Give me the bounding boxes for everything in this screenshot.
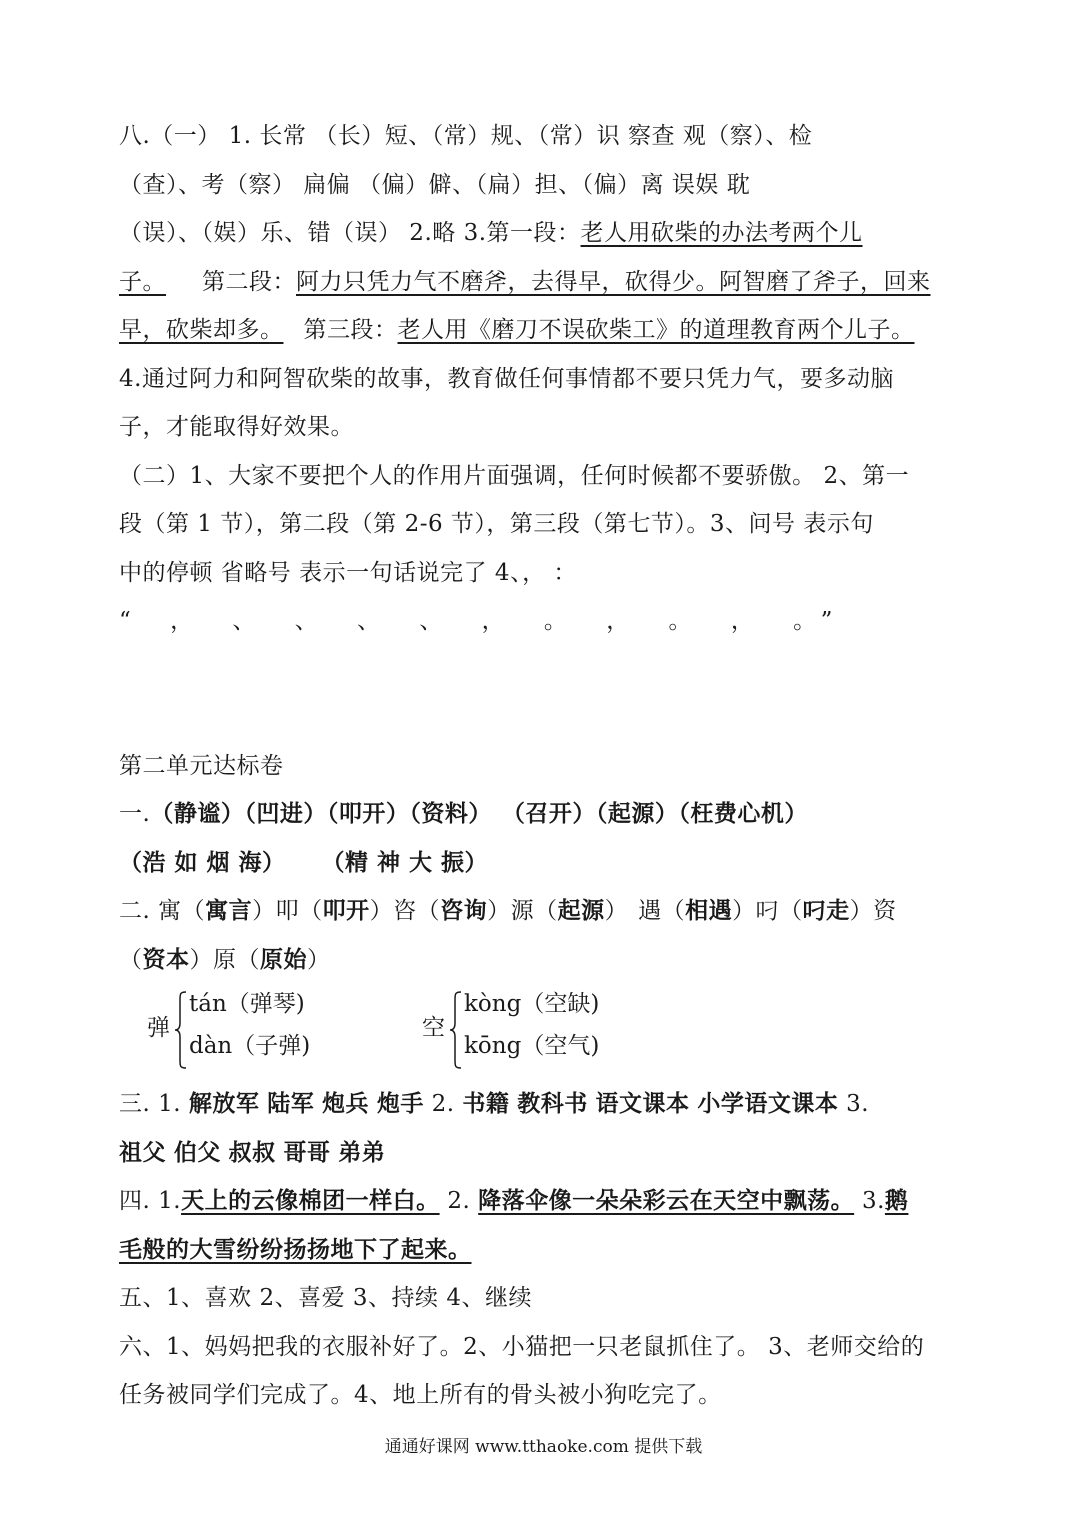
q1-word: （精 神 大 振）: [321, 848, 489, 876]
q2-line1: [119, 887, 971, 936]
q2-char: 遇（: [638, 898, 686, 924]
q2-char: 源（: [510, 898, 558, 924]
paragraph1-summary-end: 子。: [119, 268, 166, 295]
q2-word: 相遇: [685, 897, 733, 924]
q5-line: 五、1、喜欢 2、喜爱 3、持续 4、继续: [119, 1285, 532, 1311]
q2-word: 起源: [557, 897, 605, 924]
paragraph3-label: 第三段：: [303, 317, 398, 343]
q4-sentence: 鹅: [884, 1187, 909, 1214]
q2-paren: ）: [487, 898, 511, 924]
q3-line2: [119, 1129, 971, 1178]
q1-word: （枉费心机）: [678, 800, 808, 827]
q1-word: （浩 如 烟 海）: [119, 848, 286, 876]
q3-word: 小学语文课本: [697, 1090, 839, 1117]
q1-line2: [119, 839, 971, 888]
q1-line1: [119, 790, 971, 839]
q2-paren: ）: [252, 898, 276, 924]
q2-word: 寓言: [205, 897, 253, 924]
q4-sentence: 天上的云像棉团一样白。: [181, 1187, 440, 1214]
brace-icon: [174, 990, 188, 1070]
reading-1: kòng（空缺): [464, 991, 600, 1017]
part8-line5: [119, 306, 971, 355]
part8-line6: 4.通过阿力和阿智砍柴的故事，教育做任何事情都不要只凭力气，要多动脑: [119, 365, 894, 392]
part8-line2: （查）、考（察） 扁偏 （偏）僻、（扁）担、（偏）离 误娱 耽: [119, 171, 751, 198]
q2-paren: ）: [604, 898, 629, 924]
paragraph3-summary: 老人用《磨刀不误砍柴工》的道理教育两个儿子。: [397, 317, 915, 343]
q1-word: （凹进）: [244, 800, 327, 827]
q2-paren: ）: [369, 898, 394, 924]
q1-word: （静谧）: [150, 800, 245, 827]
q2-char: 二. 寓（: [119, 898, 206, 924]
brace-icon: [449, 990, 463, 1070]
q1-prefix: 一.: [119, 801, 151, 827]
q2-paren: ）: [307, 946, 331, 973]
part8-2-line1: （二）1、大家不要把个人的作用片面强调，任何时候都不要骄傲。 2、第一: [119, 462, 910, 489]
part8-line1: 八.（一） 1. 长常 （长）短、（常）规、（常）识 察查 观（察）、检: [119, 123, 813, 149]
q2-word: 原始: [260, 945, 307, 973]
q3-word: 解放军: [188, 1090, 260, 1117]
paragraph2-summary-end: 早，砍柴却多。: [119, 317, 284, 343]
q3-word: 伯父: [173, 1138, 221, 1166]
q1-word: （叩开）: [326, 800, 410, 827]
q3-prefix: 三. 1.: [119, 1091, 182, 1117]
polyphone-char: 空: [422, 1015, 445, 1041]
q4-num: 2.: [447, 1188, 471, 1214]
q2-word: 资本: [142, 945, 190, 973]
q2-char: 资: [873, 898, 897, 924]
part8-line3-text: （误）、（娱）乐、错（误） 2.略 3.第一段：: [119, 220, 581, 246]
q4-num: 3.: [861, 1188, 885, 1214]
q2-word: 叩开: [322, 897, 370, 924]
q3-word: 弟弟: [338, 1138, 386, 1166]
q4-sentence: 毛般的大雪纷纷扬扬地下了起来。: [119, 1235, 472, 1263]
q3-line1: [119, 1080, 971, 1129]
q2-char: 叩（: [275, 898, 323, 924]
q6-line1: 六、1、妈妈把我的衣服补好了。2、小猫把一只老鼠抓住了。 3、老师交给的: [119, 1333, 925, 1360]
q3-word: 教科书: [517, 1090, 588, 1117]
q4-sentence: 降落伞像一朵朵彩云在天空中飘荡。: [478, 1187, 855, 1214]
part8-line4: [119, 258, 971, 307]
q1-word: （起源）: [595, 800, 679, 827]
q1-word: （召开）: [501, 800, 596, 827]
unit2-title: 第二单元达标卷: [119, 752, 284, 779]
paragraph1-summary: 老人用砍柴的办法考两个儿: [580, 220, 863, 246]
q3-word: 叔叔: [228, 1138, 276, 1166]
q3-word: 书籍: [462, 1090, 510, 1117]
part8-2-line2: 段（第 1 节），第二段（第 2-6 节），第三段（第七节）。3、问号 表示句: [119, 511, 874, 537]
q4-prefix: 四. 1.: [119, 1188, 182, 1214]
q2-word: 咨询: [440, 897, 488, 924]
punctuation-answer: “ ， 、 、 、 、 ， 。 ， 。 ， 。”: [119, 608, 849, 634]
q3-num: 3.: [846, 1091, 870, 1117]
q4-line2: [119, 1226, 971, 1275]
q1-word: （资料）: [409, 800, 492, 827]
polyphone-row: [119, 984, 971, 1080]
q3-word: 哥哥: [283, 1138, 331, 1166]
q2-paren: ）: [732, 898, 756, 924]
part8-line3: [119, 209, 971, 258]
polyphone-char: 弹: [147, 1015, 170, 1041]
q3-word: 炮手: [376, 1090, 424, 1117]
q3-num: 2.: [431, 1091, 455, 1117]
reading-2: dàn（子弹): [189, 1033, 311, 1059]
part8-line7: 子，才能取得好效果。: [119, 414, 354, 440]
q3-word: 祖父: [119, 1138, 166, 1166]
q2-paren: （: [119, 946, 143, 973]
q2-char: 原（: [213, 946, 260, 973]
footer-credit: 通通好课网 www.tthaoke.com 提供下载: [384, 1437, 703, 1457]
paragraph2-summary: 阿力只凭力气不磨斧，去得早，砍得少。阿智磨了斧子，回来: [296, 268, 931, 295]
reading-2: kōng（空气): [464, 1033, 600, 1059]
paragraph2-label: 第二段：: [202, 268, 296, 295]
q2-paren: ）: [849, 898, 874, 924]
q2-paren: ）: [189, 946, 213, 973]
q6-line2: 任务被同学们完成了。4、地上所有的骨头被小狗吃完了。: [119, 1382, 722, 1408]
q2-char: 咨（: [393, 898, 441, 924]
q2-line2: [119, 936, 971, 985]
part8-2-line3: 中的停顿 省略号 表示一句话说完了 4、， ：: [119, 559, 577, 586]
q2-word: 叼走: [802, 897, 850, 924]
answer-page: [119, 112, 971, 1420]
q2-char: 叼（: [755, 898, 803, 924]
q3-word: 语文课本: [595, 1090, 690, 1117]
reading-1: tán（弹琴): [189, 991, 305, 1017]
q4-line1: [119, 1177, 971, 1226]
q3-word: 炮兵: [322, 1090, 370, 1117]
q3-word: 陆军: [267, 1090, 315, 1117]
